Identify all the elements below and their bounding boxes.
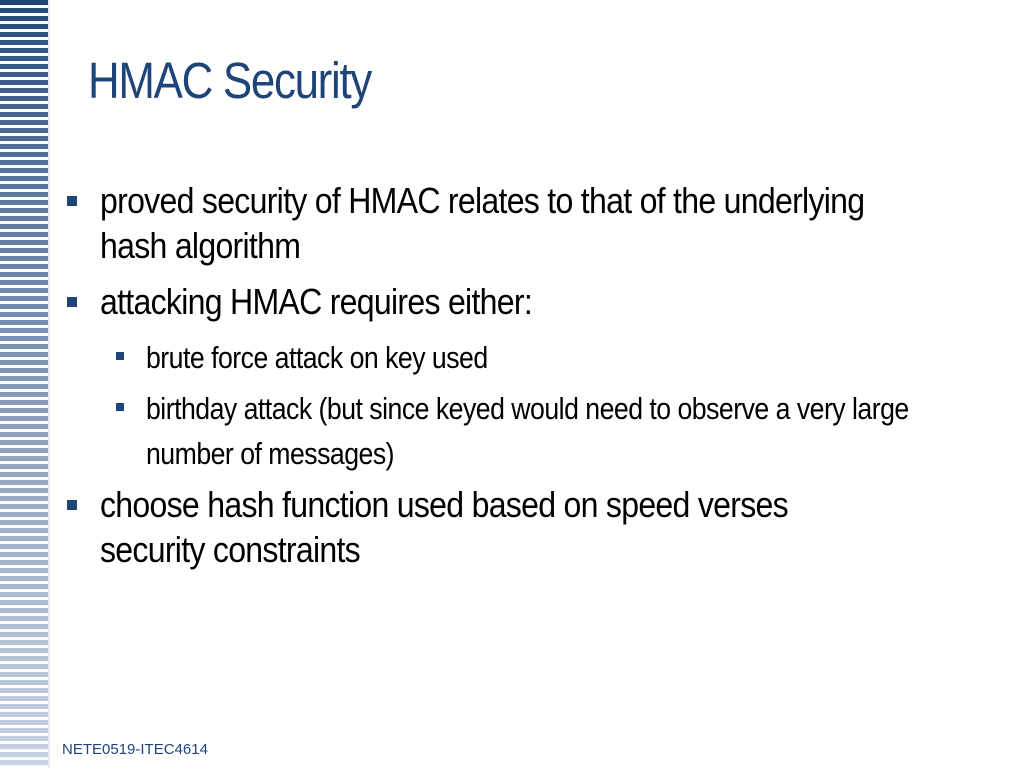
stripe-band [0, 224, 48, 229]
sub-bullet-text: brute force attack on key used [146, 340, 488, 375]
stripe-band [0, 392, 48, 397]
stripe-band [0, 152, 48, 157]
stripe-band [0, 576, 48, 581]
stripe-band [0, 752, 48, 757]
stripe-band [0, 144, 48, 149]
stripe-band [0, 136, 48, 141]
stripe-band [0, 128, 48, 133]
stripe-band [0, 0, 48, 5]
stripe-band [0, 464, 48, 469]
square-bullet-icon [67, 297, 77, 307]
stripe-band [0, 616, 48, 621]
stripe-band [0, 264, 48, 269]
stripe-band [0, 200, 48, 205]
stripe-band [0, 608, 48, 613]
stripe-band [0, 760, 48, 765]
stripe-band [0, 16, 48, 21]
stripe-band [0, 664, 48, 669]
bullet-item [66, 482, 966, 572]
square-sub-bullet-icon [116, 403, 124, 411]
stripe-band [0, 192, 48, 197]
stripe-band [0, 592, 48, 597]
stripe-band [0, 8, 48, 13]
stripe-band [0, 352, 48, 357]
stripe-band [0, 488, 48, 493]
stripe-band [0, 240, 48, 245]
slide-body [66, 178, 966, 583]
stripe-band [0, 712, 48, 717]
stripe-band [0, 520, 48, 525]
stripe-band [0, 272, 48, 277]
stripe-band [0, 504, 48, 509]
bullet-text: choose hash function used based on speed verses security constraints [100, 484, 788, 570]
stripe-band [0, 328, 48, 333]
stripe-band [0, 544, 48, 549]
stripe-band [0, 104, 48, 109]
square-sub-bullet-icon [116, 352, 124, 360]
stripe-band [0, 360, 48, 365]
stripe-band [0, 312, 48, 317]
stripe-band [0, 440, 48, 445]
stripe-band [0, 472, 48, 477]
stripe-band [0, 304, 48, 309]
bullet-text: proved security of HMAC relates to that of the underlying hash algorithm [100, 180, 865, 266]
stripe-band [0, 512, 48, 517]
stripe-band [0, 56, 48, 61]
stripe-band [0, 320, 48, 325]
bullet-item [66, 279, 966, 324]
stripe-band [0, 288, 48, 293]
stripe-band [0, 40, 48, 45]
stripe-band [0, 560, 48, 565]
stripe-band [0, 72, 48, 77]
square-bullet-icon [67, 500, 77, 510]
stripe-band [0, 728, 48, 733]
stripe-band [0, 528, 48, 533]
stripe-band [0, 160, 48, 165]
stripe-band [0, 408, 48, 413]
stripe-band [0, 496, 48, 501]
stripe-band [0, 480, 48, 485]
stripe-band [0, 168, 48, 173]
stripe-band [0, 672, 48, 677]
stripe-divider [48, 0, 50, 768]
stripe-band [0, 216, 48, 221]
stripe-band [0, 296, 48, 301]
stripe-band [0, 624, 48, 629]
square-bullet-icon [67, 196, 77, 206]
stripe-band [0, 64, 48, 69]
stripe-band [0, 568, 48, 573]
stripe-band [0, 184, 48, 189]
stripe-band [0, 704, 48, 709]
stripe-band [0, 424, 48, 429]
stripe-band [0, 648, 48, 653]
stripe-band [0, 552, 48, 557]
stripe-band [0, 32, 48, 37]
stripe-band [0, 368, 48, 373]
stripe-band [0, 384, 48, 389]
stripe-band [0, 232, 48, 237]
stripe-band [0, 344, 48, 349]
stripe-band [0, 416, 48, 421]
stripe-band [0, 696, 48, 701]
slide-title: HMAC Security [88, 52, 371, 109]
stripe-band [0, 632, 48, 637]
stripe-band [0, 208, 48, 213]
sub-bullet-item [66, 386, 966, 476]
stripe-band [0, 88, 48, 93]
stripe-band [0, 456, 48, 461]
stripe-band [0, 248, 48, 253]
stripe-band [0, 680, 48, 685]
stripe-band [0, 400, 48, 405]
stripe-band [0, 688, 48, 693]
stripe-band [0, 256, 48, 261]
stripe-band [0, 24, 48, 29]
stripe-band [0, 736, 48, 741]
sub-bullet-item [66, 335, 966, 380]
bullet-item [66, 178, 966, 268]
stripe-band [0, 96, 48, 101]
stripe-band [0, 120, 48, 125]
stripe-band [0, 448, 48, 453]
stripe-band [0, 48, 48, 53]
stripe-band [0, 112, 48, 117]
stripe-band [0, 536, 48, 541]
bullet-text: attacking HMAC requires either: [100, 281, 533, 322]
stripe-band [0, 720, 48, 725]
stripe-band [0, 376, 48, 381]
stripe-band [0, 80, 48, 85]
stripe-band [0, 336, 48, 341]
stripe-band [0, 176, 48, 181]
stripe-band [0, 744, 48, 749]
stripe-band [0, 432, 48, 437]
decorative-gradient-stripe [0, 0, 52, 768]
stripe-band [0, 600, 48, 605]
stripe-band [0, 640, 48, 645]
slide-footer: NETE0519-ITEC4614 [62, 741, 208, 758]
stripe-band [0, 280, 48, 285]
stripe-band [0, 584, 48, 589]
sub-bullet-text: birthday attack (but since keyed would need to observe a very large number of messages) [146, 391, 909, 471]
stripe-band [0, 656, 48, 661]
